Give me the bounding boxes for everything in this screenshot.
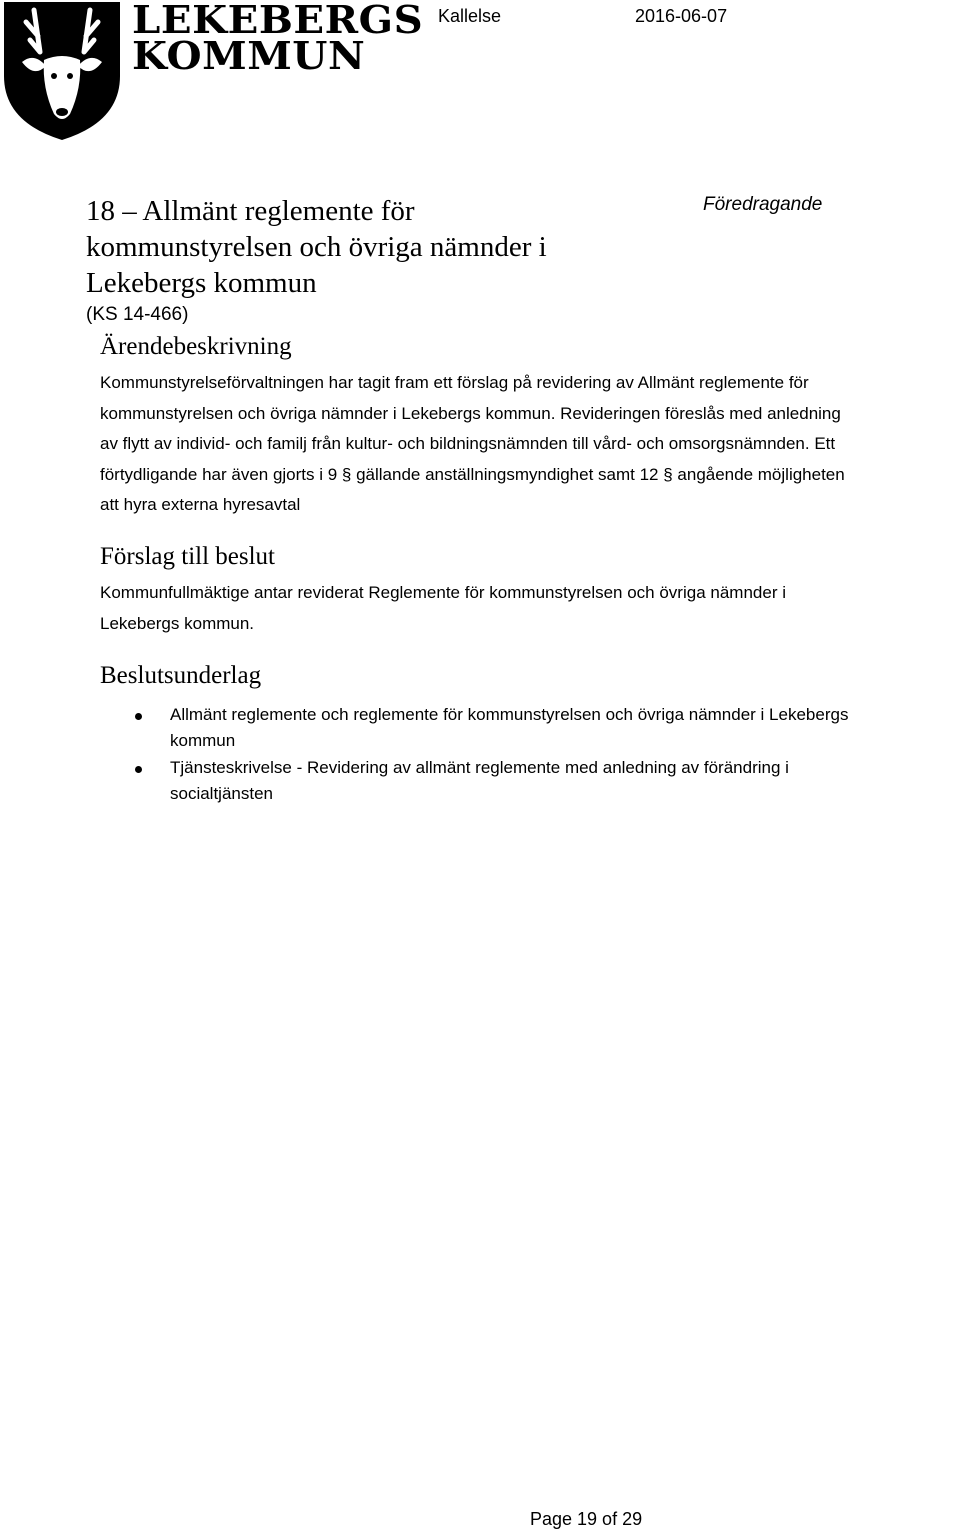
document-date: 2016-06-07 xyxy=(635,6,728,26)
proposal-line: Lekebergs kommun. xyxy=(100,613,255,633)
list-item xyxy=(170,702,960,754)
description-line: av flytt av individ- och familj från kultur- och bildningsnämnden till vård- och omsorgsnämnden. Ett xyxy=(100,434,836,453)
page-number: Page 19 of 29 xyxy=(530,1509,643,1529)
item-title-line: 18 – Allmänt reglemente för xyxy=(86,195,415,227)
bullet-icon xyxy=(135,766,142,773)
item-title xyxy=(86,193,686,301)
proposal-text xyxy=(100,578,960,639)
municipality-shield-logo xyxy=(0,0,124,142)
description-line: förtydligande har även gjorts i 9 § gällande anställningsmyndighet samt 12 § angående möjligheten xyxy=(100,464,845,484)
description-heading: Ärendebeskrivning xyxy=(100,333,292,360)
description-text xyxy=(100,368,960,521)
description-line: kommunstyrelsen och övriga nämnder i Lekebergs kommun. Revideringen föreslås med anledning xyxy=(100,403,841,423)
wordmark-line-1: LEKEBERGS xyxy=(132,0,424,42)
case-number: (KS 14-466) xyxy=(86,304,189,325)
municipality-wordmark xyxy=(132,0,424,78)
proposal-heading: Förslag till beslut xyxy=(100,543,275,570)
description-line: att hyra externa hyresavtal xyxy=(100,495,301,514)
document-type: Kallelse xyxy=(438,6,502,26)
list-item-line: Allmänt reglemente och reglemente för kommunstyrelsen och övriga nämnder i Lekebergs xyxy=(170,705,849,724)
list-item xyxy=(170,755,960,807)
description-line: Kommunstyrelseförvaltningen har tagit fram ett förslag på revidering av Allmänt reglemente för xyxy=(100,373,809,392)
proposal-line: Kommunfullmäktige antar reviderat Reglemente för kommunstyrelsen och övriga nämnder i xyxy=(100,583,786,602)
list-item-line: Tjänsteskrivelse - Revidering av allmänt reglemente med anledning av förändring i xyxy=(170,758,789,777)
basis-heading: Beslutsunderlag xyxy=(100,662,262,689)
list-item-line: socialtjänsten xyxy=(170,784,274,803)
item-title-line: Lekebergs kommun xyxy=(86,267,317,299)
item-title-line: kommunstyrelsen och övriga nämnder i xyxy=(86,231,547,263)
presenter-label: Föredragande xyxy=(703,194,823,215)
wordmark-line-2: KOMMUN xyxy=(132,33,366,78)
bullet-icon xyxy=(135,713,142,720)
list-item-line: kommun xyxy=(170,731,236,750)
